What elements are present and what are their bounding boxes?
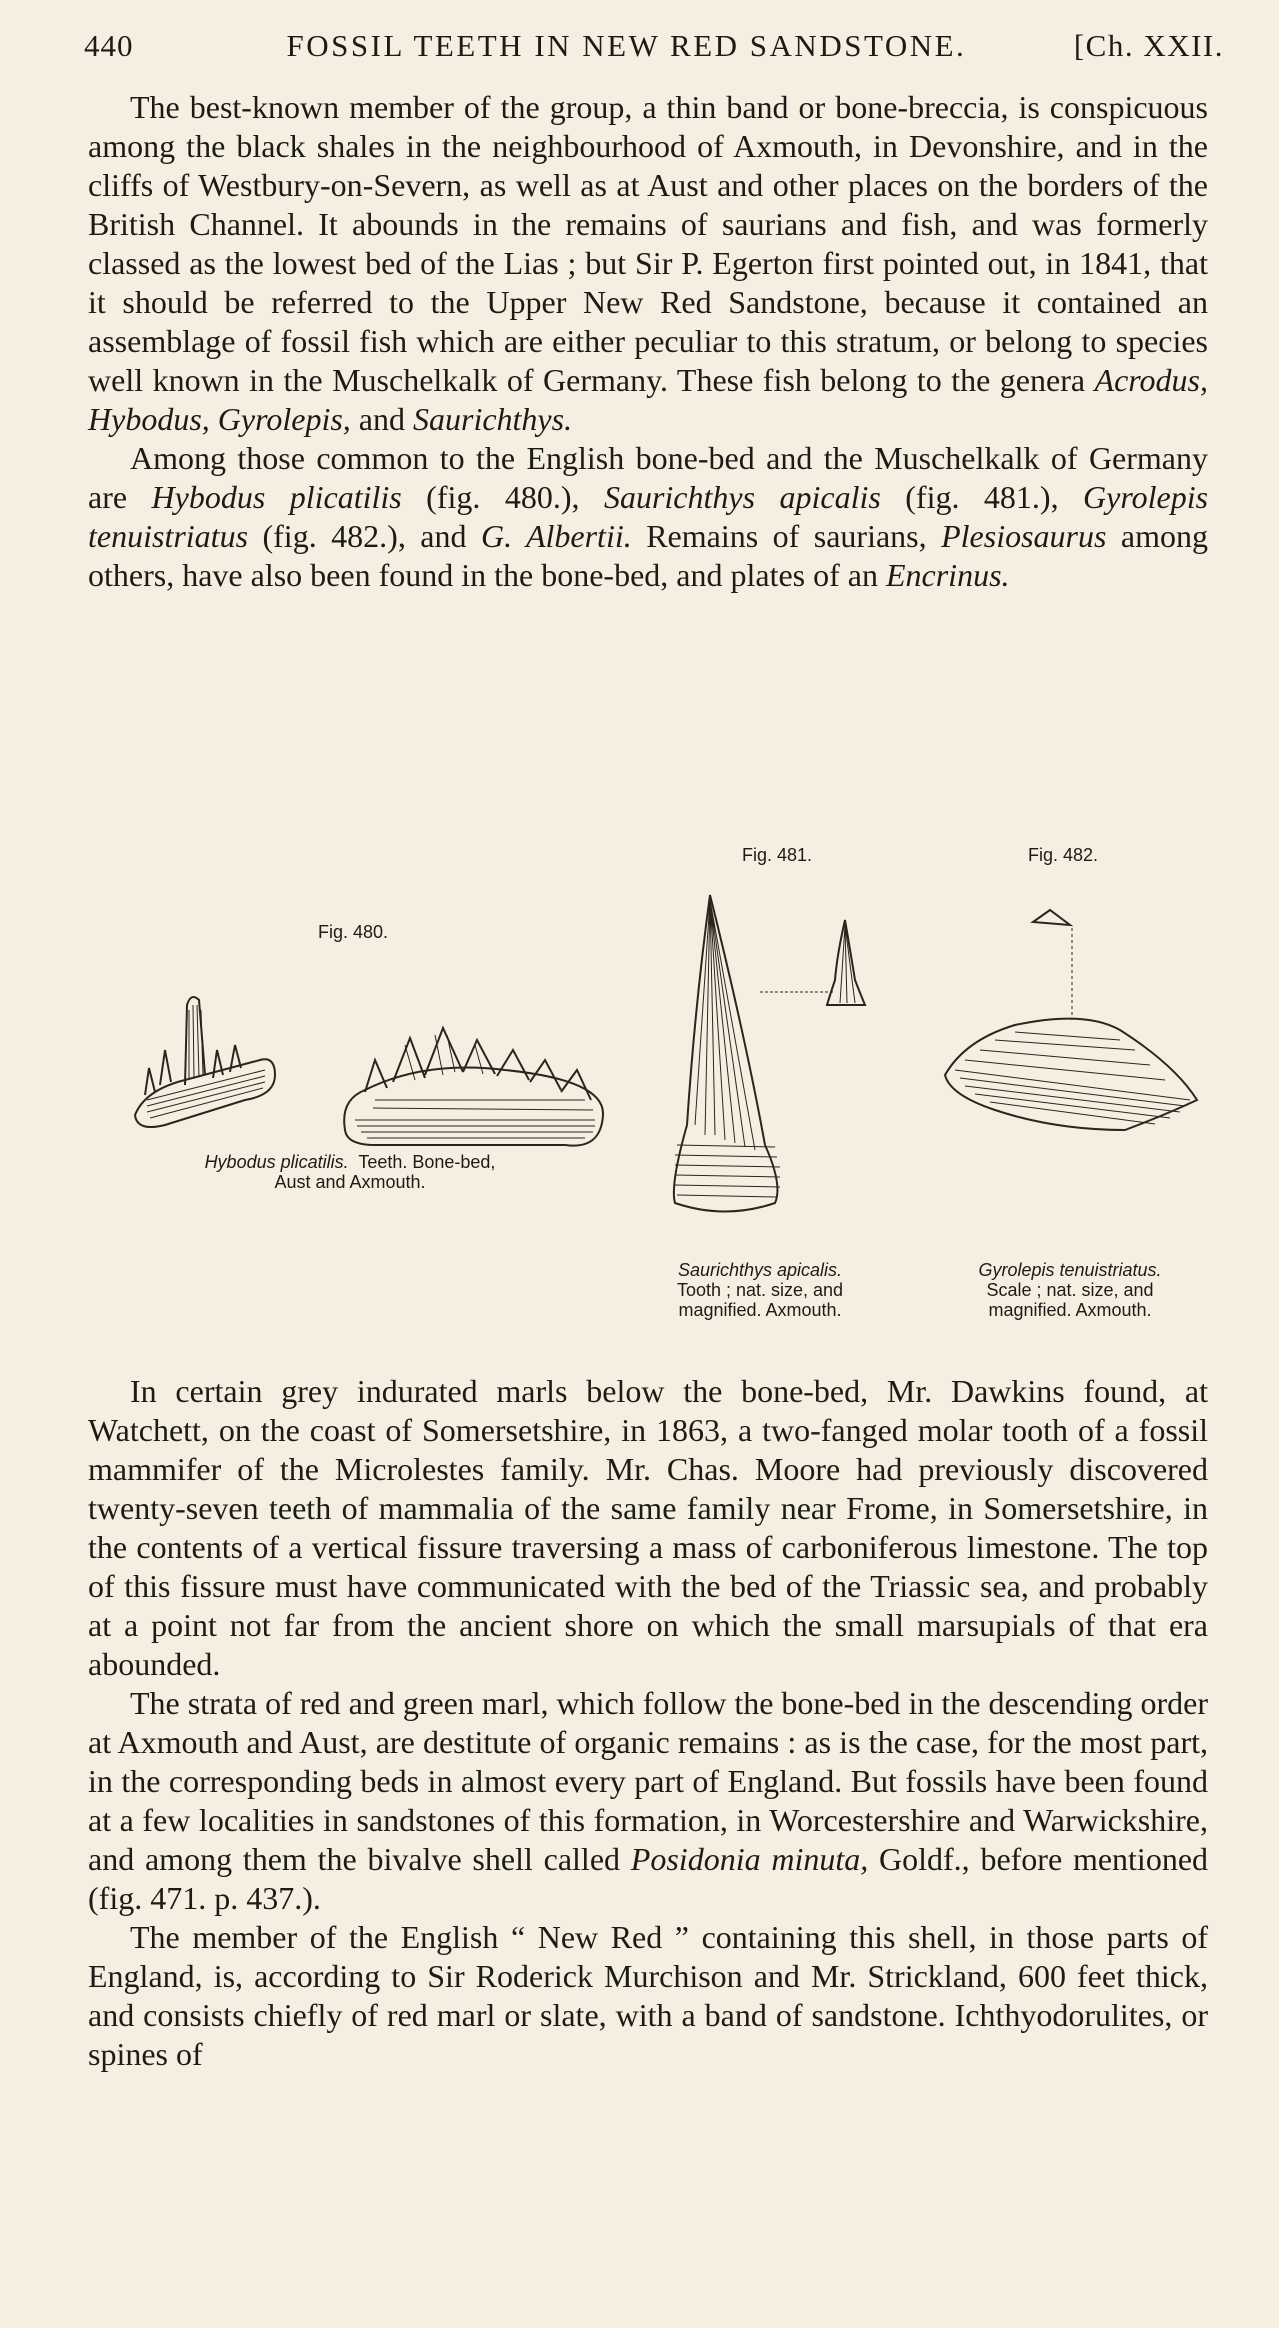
italic-term: Gyrolepis tenuistriatus <box>88 479 1209 554</box>
text-run: Among those common to the English bone-bed and the Muschelkalk of Germany are <box>88 440 1208 515</box>
italic-term: Saurichthys apicalis <box>603 479 881 515</box>
text-run: Goldf., before mentioned (fig. 471. p. 437.). <box>88 1841 1209 1916</box>
fig-480-species: Hybodus plicatilis. <box>204 1152 349 1172</box>
italic-term: Plesiosaurus <box>941 518 1107 554</box>
text-run: (fig. 481.), <box>880 479 1084 515</box>
body-text-top <box>88 88 1208 595</box>
body-text-bottom <box>88 1372 1208 2074</box>
text-run: and <box>350 401 413 437</box>
fig-482-scale-illustration <box>935 900 1205 1160</box>
italic-term: Posidonia minuta, <box>630 1841 869 1877</box>
paragraph <box>88 439 1208 595</box>
text-run: In certain grey indurated marls below the bone-bed, Mr. Dawkins found, at Watchett, on the coast of Somersetshire, in 1863, a two-fanged molar tooth of a fossil mammifer of the Microlestes family. Mr. Chas. Moore had previously discovered twenty-seven teeth of mammalia of the same family near Frome, in Somersetshire, in the contents of a vertical fissure traversing a mass of carboniferous limestone. The top of this fissure must have communicated with the bed of the Triassic sea, and probably at a point not far from the ancient shore on which the small marsupials of that era abounded. <box>88 1373 1208 1682</box>
fig-481-species: Saurichthys apicalis. <box>677 1260 843 1280</box>
text-run: Remains of saurians, <box>631 518 942 554</box>
italic-term: G. Albertii. <box>480 518 632 554</box>
italic-term: Encrinus. <box>885 557 1010 593</box>
page-number: 440 <box>84 28 134 63</box>
paragraph <box>88 1918 1208 2074</box>
fig-480-caption-line2: Aust and Axmouth. <box>274 1172 426 1192</box>
fig-481-caption-line3: magnified. Axmouth. <box>678 1300 842 1320</box>
fig-481-tooth-illustration <box>665 885 905 1225</box>
text-run: The member of the English “ New Red ” containing this shell, in those parts of England, is, according to Sir Roderick Murchison and Mr. Strickland, 600 feet thick, and consists chiefly of red marl or slate, with a band of sandstone. Ichthyodorulites, or spines of <box>88 1919 1208 2072</box>
text-run: The strata of red and green marl, which follow the bone-bed in the descending order at Axmouth and Aust, are destitute of organic remains : as is the case, for the most part, in the corresponding beds in almost every part of England. But fossils have been found at a few localities in sandstones of this formation, in Worcestershire and Warwickshire, and among them the bivalve shell called <box>88 1685 1208 1877</box>
fig-481-caption <box>625 1260 895 1320</box>
italic-term: Acrodus, Hybodus, Gyrolepis, <box>88 362 1208 437</box>
text-run: (fig. 480.), <box>401 479 604 515</box>
text-run: among others, have also been found in the bone-bed, and plates of an <box>88 518 1208 593</box>
fig-482-caption-line2: Scale ; nat. size, and <box>986 1280 1154 1300</box>
italic-term: Saurichthys. <box>412 401 573 437</box>
chapter-ref: [Ch. XXII. <box>1073 28 1224 63</box>
fig-480-caption <box>100 1152 600 1192</box>
fig-480-teeth-illustration <box>125 950 615 1165</box>
fig-482-caption-line3: magnified. Axmouth. <box>988 1300 1152 1320</box>
fig-482-species: Gyrolepis tenuistriatus. <box>978 1260 1162 1280</box>
paragraph <box>88 1372 1208 1684</box>
fig-481-caption-line2: Tooth ; nat. size, and <box>676 1280 844 1300</box>
fig-480-label: Fig. 480. <box>318 922 389 942</box>
fig-482-caption <box>925 1260 1215 1320</box>
fig-481-label: Fig. 481. <box>742 845 813 865</box>
figure-plate <box>0 830 1279 1350</box>
running-title: FOSSIL TEETH IN NEW RED SANDSTONE. <box>286 28 967 63</box>
page-header <box>84 28 1224 72</box>
paragraph <box>88 88 1208 439</box>
text-run: (fig. 482.), and <box>248 518 481 554</box>
text-run: The best-known member of the group, a thin band or bone-breccia, is conspicuous among the black shales in the neighbourhood of Axmouth, in Devonshire, and in the cliffs of Westbury-on-Severn, as well as at Aust and other places on the borders of the British Channel. It abounds in the remains of saurians and fish, and was formerly classed as the lowest bed of the Lias ; but Sir P. Egerton first pointed out, in 1841, that it should be referred to the Upper New Red Sandstone, because it contained an assemblage of fossil fish which are either peculiar to this stratum, or belong to species well known in the Muschelkalk of Germany. These fish belong to the genera <box>88 89 1208 398</box>
fig-480-caption-text: Teeth. Bone-bed, <box>358 1152 496 1172</box>
paragraph <box>88 1684 1208 1918</box>
fig-482-label: Fig. 482. <box>1028 845 1099 865</box>
italic-term: Hybodus plicatilis <box>151 479 402 515</box>
